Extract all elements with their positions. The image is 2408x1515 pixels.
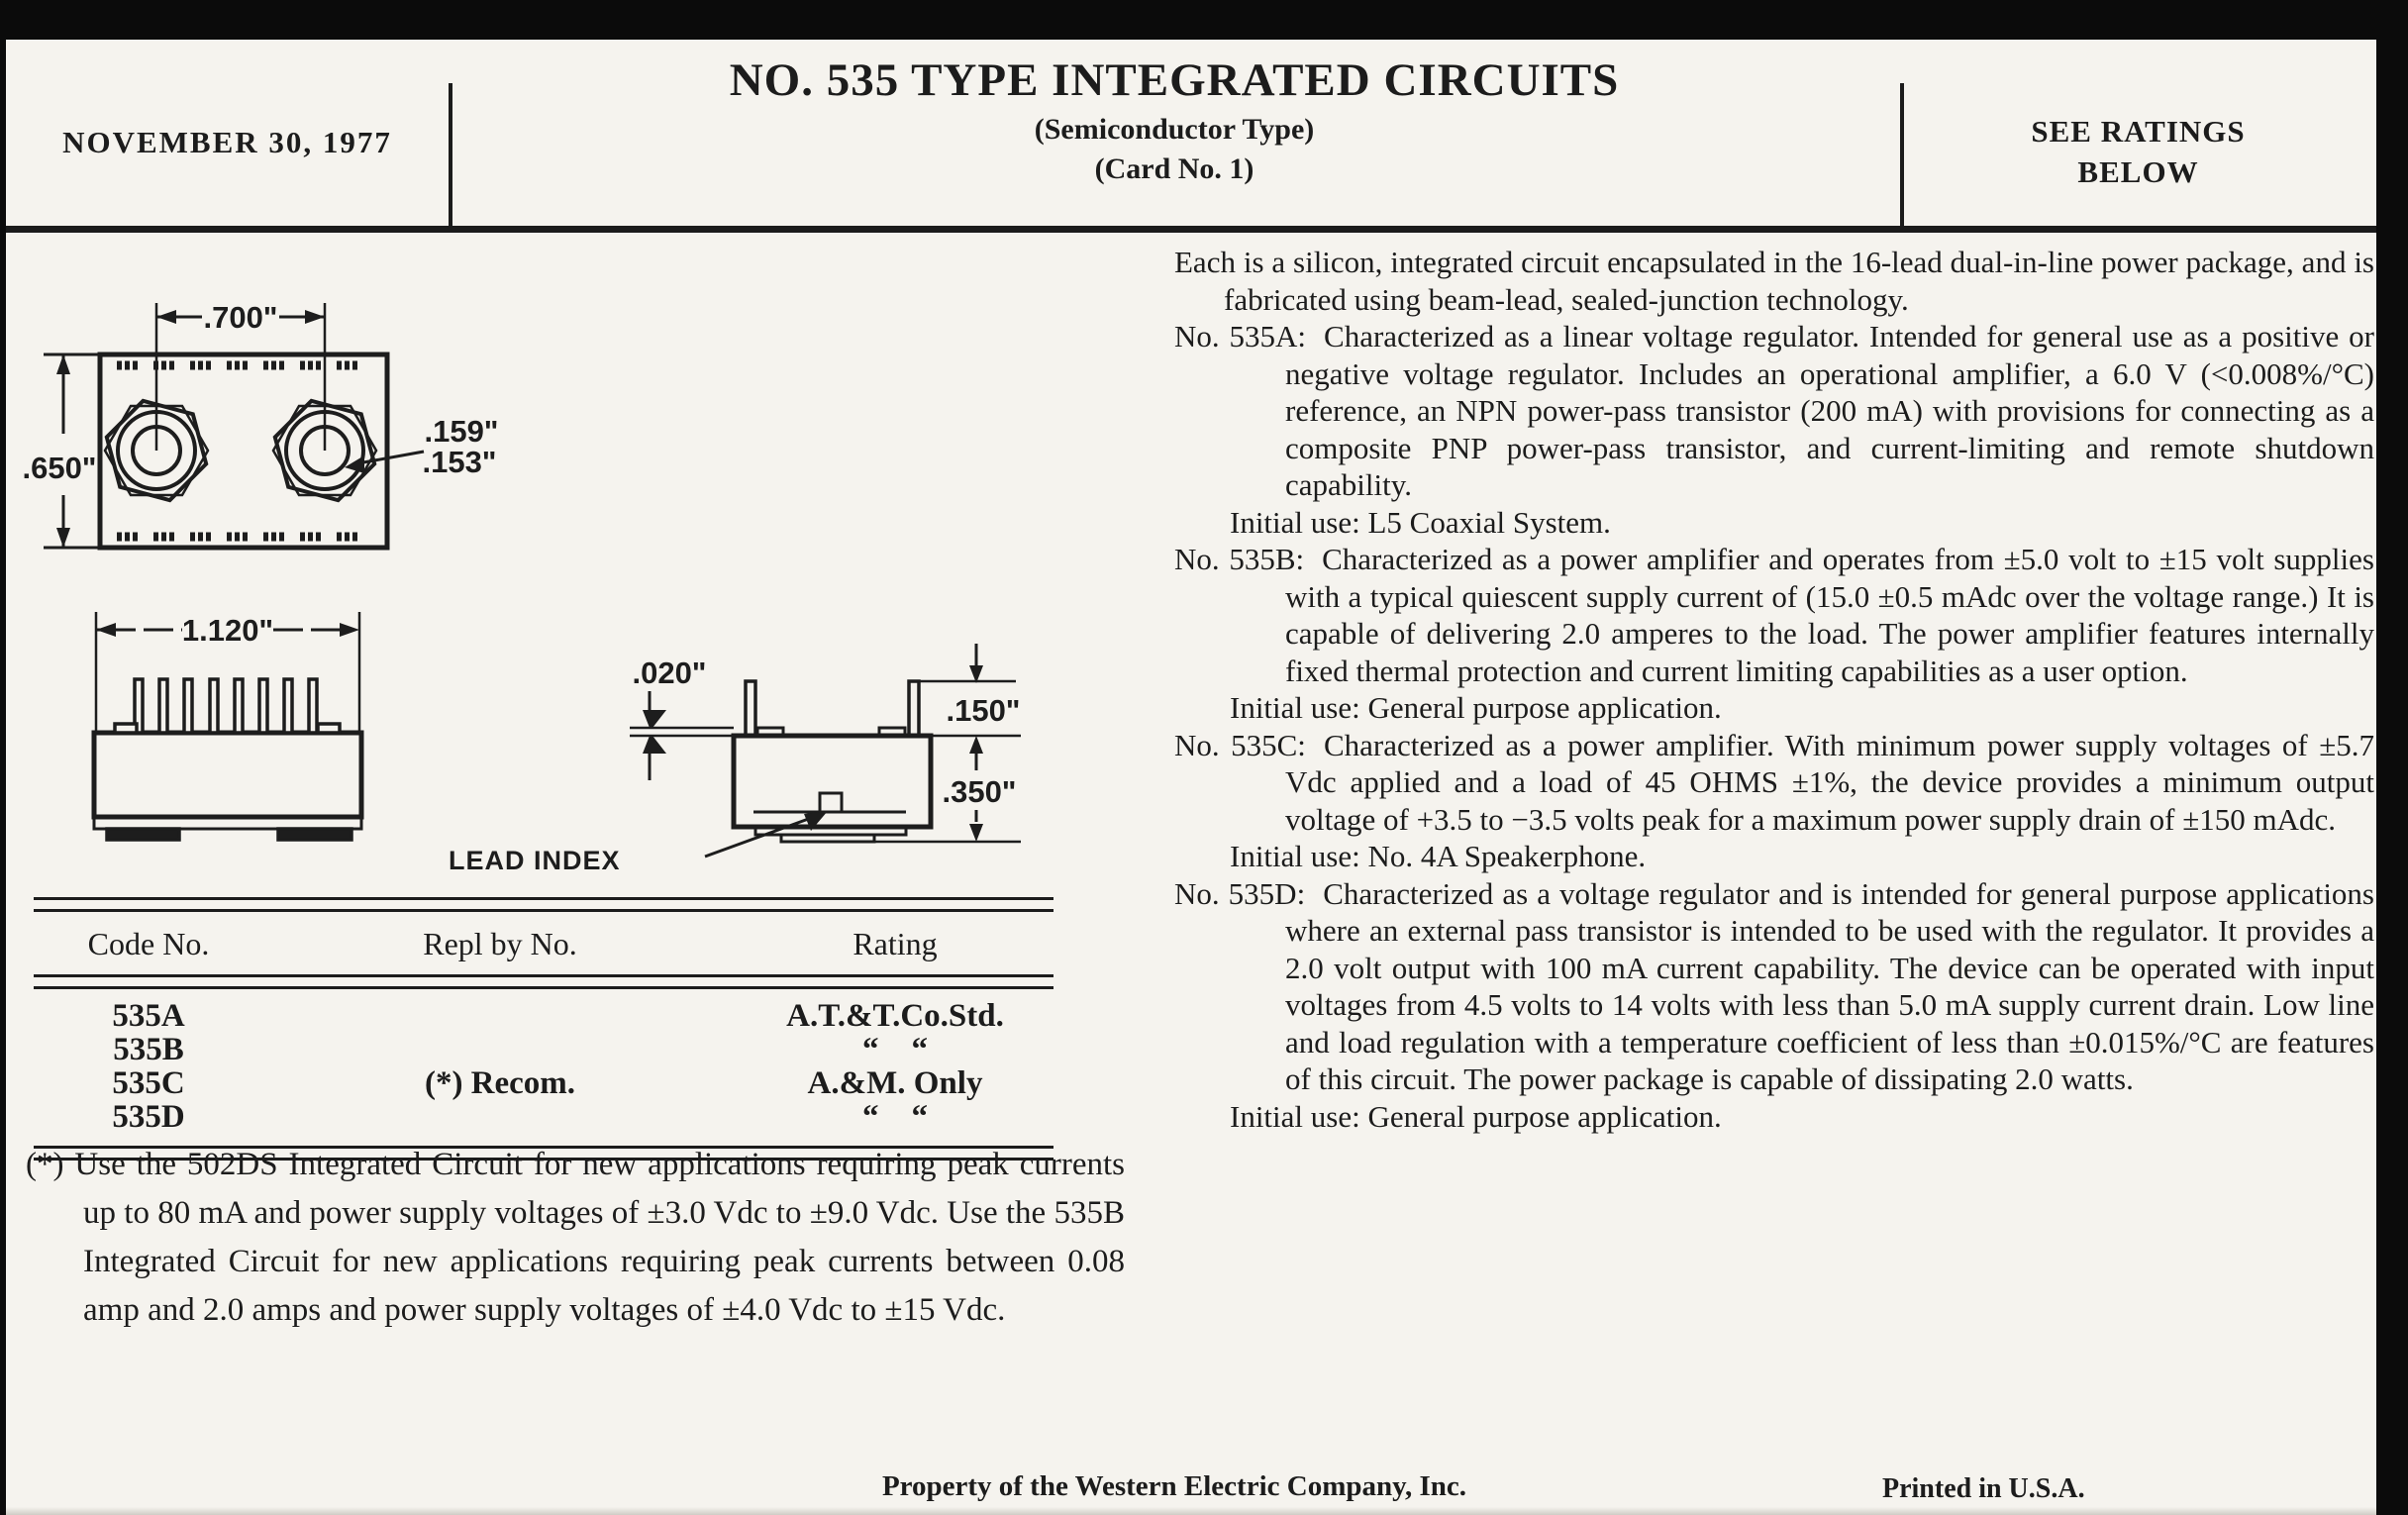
page-title: NO. 535 TYPE INTEGRATED CIRCUITS (729, 54, 1620, 106)
cell-repl (263, 1033, 737, 1066)
footnote: (*) Use the 502DS Integrated Circuit for new applications requiring peak currents up to 80 mA and power supply voltages of ±3.0 Vdc to ±9.0 Vdc. Use the 535B Integrated Circuit for new applications requiring peak currents between 0.08 amp and 2.0 amps and power supply voltages of ±4.0 Vdc to ±15 Vdc. (26, 1147, 1125, 1328)
ratings-note (1900, 40, 2376, 192)
scan-edge-shadow (6, 1507, 2376, 1515)
lead-index-label: LEAD INDEX (449, 846, 621, 875)
datasheet-page (6, 40, 2376, 1515)
table-header-row (34, 926, 1054, 962)
header-divider-right (1900, 83, 1904, 228)
description-column (1174, 244, 2374, 1135)
device-text: Characterized as a voltage regulator and is intended for general purpose applications where an external pass transistor is intended to be used with the regulator. It provides a 2.0 volt output with 100 mA current capability. The device can be operated with input voltages from 4.5 volts to 14 volts with less than 5.0 mA supply current drain. Low line and load regulation with a temperature coefficient of less than ±0.015%/°C are features of this circuit. The power package is capable of dissipating 2.0 watts. (1285, 875, 2374, 1096)
device-text: Characterized as a power amplifier. With minimum power supply voltages of ±5.7 Vdc applied and a load of 45 OHMS ±1%, the device provides a minimum output voltage of +3.5 to −3.5 volts peak for a maximum power supply drain of ±150 mAdc. (1285, 727, 2374, 837)
dim-hole-dia-min-label: .153" (422, 445, 497, 479)
header-rule (6, 226, 2376, 233)
intro-paragraph: Each is a silicon, integrated circuit encapsulated in the 16-lead dual-in-line power package, and is fabricated using beam-lead, sealed-junction technology. (1174, 245, 2374, 317)
initial-use-535d: Initial use: General purpose application. (1230, 1098, 1722, 1134)
cell-repl (263, 999, 737, 1033)
ratings-table (34, 897, 1054, 1161)
cell-code: 535D (112, 1099, 185, 1135)
dim-hole-spacing-label: .700" (203, 300, 278, 335)
dim-hole-dia-max-label: .159" (424, 414, 499, 449)
cell-repl: (*) Recom. (424, 1065, 576, 1101)
ratings-note-line1: SEE RATINGS (2031, 114, 2246, 149)
table-row (34, 1100, 1054, 1134)
device-paragraph-535b (1174, 541, 2374, 689)
device-label: No. 535A: (1174, 319, 1307, 354)
header-title-block (449, 40, 1900, 186)
initial-use-535c: Initial use: No. 4A Speakerphone. (1230, 839, 1647, 873)
ratings-note-line2: BELOW (2077, 154, 2199, 189)
table-rule-header (34, 974, 1054, 989)
package-end-view-diagram (422, 632, 1115, 929)
initial-use-535a: Initial use: L5 Coaxial System. (1230, 504, 1611, 540)
table-row (34, 999, 1054, 1033)
cell-code: 535B (113, 1032, 184, 1067)
header-date: NOVEMBER 30, 1977 (62, 125, 392, 159)
cell-rating: A.T.&T.Co.Std. (786, 998, 1004, 1034)
device-label: No. 535C: (1174, 727, 1306, 762)
cell-rating: “ “ (862, 1032, 928, 1067)
column-header-repl: Repl by No. (423, 926, 577, 961)
cell-code: 535C (112, 1065, 185, 1101)
cell-rating: A.&M. Only (807, 1065, 983, 1101)
device-paragraph-535a (1174, 318, 2374, 504)
device-paragraph-535d (1174, 875, 2374, 1098)
subtitle-card-number: (Card No. 1) (1094, 152, 1254, 185)
table-rule-top (34, 897, 1054, 912)
initial-use-535b: Initial use: General purpose application. (1230, 690, 1722, 725)
package-top-view-diagram (16, 275, 531, 602)
dim-package-width-label: .650" (22, 451, 97, 485)
dim-tab-thickness-label: .020" (632, 656, 707, 690)
table-row (34, 1066, 1054, 1100)
subtitle-semiconductor-type: (Semiconductor Type) (1034, 113, 1315, 146)
dim-body-height-label: .350" (942, 774, 1017, 809)
header-divider-left (449, 83, 452, 228)
package-front-view-diagram (65, 592, 422, 889)
dim-lead-height-label: .150" (946, 693, 1021, 728)
footer-printed-in: Printed in U.S.A. (1882, 1473, 2085, 1504)
device-text: Characterized as a power amplifier and operates from ±5.0 volt to ±15 volt supplies with a typical quiescent supply current of (15.0 ±0.5 mAdc over the voltage range.) It is capable of delivering 2.0 amperes to the load. The power amplifier features internally fixed thermal protection and current limiting capabilities as a user option. (1285, 542, 2374, 688)
column-header-rating: Rating (853, 926, 938, 961)
footer-property-notice: Property of the Western Electric Company, Inc. (881, 1470, 1467, 1502)
column-header-code: Code No. (87, 926, 210, 961)
device-label: No. 535D: (1174, 875, 1306, 911)
cell-rating: “ “ (862, 1099, 928, 1135)
table-body (34, 999, 1054, 1134)
dim-package-length-label: 1.120" (181, 613, 274, 648)
table-row (34, 1033, 1054, 1066)
cell-repl (263, 1100, 737, 1134)
device-text: Characterized as a linear voltage regulator. Intended for general use as a positive or negative voltage regulator. Includes an operational amplifier, a 6.0 V (<0.008%/°C) reference, an NPN power-pass transistor (200 mA) with provisions for connecting as a composite PNP power-pass transistor, and current-limiting and remote shutdown capability. (1285, 319, 2374, 502)
device-paragraph-535c (1174, 727, 2374, 839)
cell-code: 535A (112, 998, 185, 1034)
device-label: No. 535B: (1174, 542, 1305, 576)
